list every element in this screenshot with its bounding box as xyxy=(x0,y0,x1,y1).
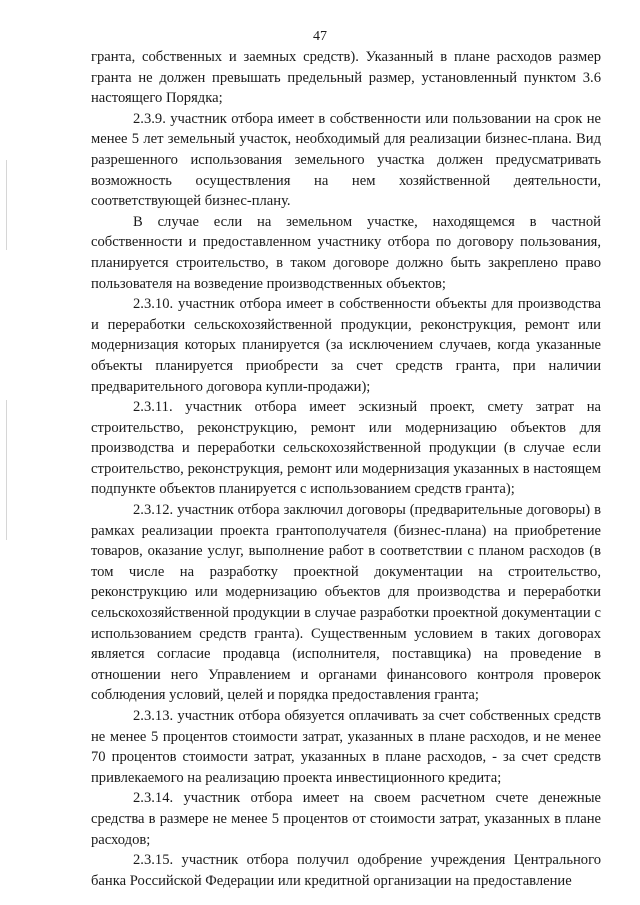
paragraph-2-3-9-note: В случае если на земельном участке, находящемся в частной собственности и предоставленном участнику отбора по договору пользования, планируется строительство, в таком договоре должно быть закреплено право пользователя на возведение производственных объектов; xyxy=(91,213,601,292)
paragraph-2-3-13: 2.3.13. участник отбора обязуется оплачивать за счет собственных средств не менее 5 процентов стоимости затрат, указанных в плане расходов, и не менее 70 процентов стоимости затрат, указанных в плане расходов, - за счет средств привлекаемого на реализацию проекта инвестиционного кредита; xyxy=(91,708,601,786)
paragraph-continuation: гранта, собственных и заемных средств). Указанный в плане расходов размер гранта не должен превышать предельный размер, установленный пунктом 3.6 настоящего Порядка; xyxy=(91,49,601,107)
document-body xyxy=(91,47,601,891)
paragraph-2-3-12: 2.3.12. участник отбора заключил договоры (предварительные договоры) в рамках реализации проекта грантополучателя (бизнес-плана) на приобретение товаров, оказание услуг, выполнение работ в соответствии с планом расходов (в том числе на разработку проектной документации на строительство, реконструкцию или модернизацию объектов для производства и переработки сельскохозяйственной продукции в случае разработки проектной документации с использованием средств гранта). Существенным условием в таких договорах является согласие продавца (исполнителя, поставщика) на проведение в отношении него Управлением и органами финансового контроля проверок соблюдения условий, целей и порядка предоставления гранта; xyxy=(91,502,601,704)
paragraph-2-3-11: 2.3.11. участник отбора имеет эскизный проект, смету затрат на строительство, реконструкцию, ремонт или модернизацию объектов для производства и переработки сельскохозяйственной продукции (в случае если строительство, реконструкция, ремонт или модернизация указанных в настоящем подпункте объектов планируется с использованием средств гранта); xyxy=(91,399,601,498)
paragraph-2-3-14: 2.3.14. участник отбора имеет на своем расчетном счете денежные средства в размере не менее 5 процентов от стоимости затрат, указанных в плане расходов; xyxy=(91,790,601,848)
paragraph-2-3-9: 2.3.9. участник отбора имеет в собственности или пользовании на срок не менее 5 лет земельный участок, необходимый для реализации бизнес-плана. Вид разрешенного использования земельного участка должен предусматривать возможность осуществления на нем хозяйственной деятельности, соответствующей бизнес-плану. xyxy=(91,110,601,210)
paragraph-2-3-15: 2.3.15. участник отбора получил одобрение учреждения Центрального банка Российской Федерации или кредитной организации на предоставление xyxy=(91,852,601,889)
scan-margin-mark xyxy=(6,400,7,540)
page-number: 47 xyxy=(313,29,327,44)
paragraph-2-3-10: 2.3.10. участник отбора имеет в собственности объекты для производства и переработки сельскохозяйственной продукции, реконструкция, ремонт или модернизация которых планируется (за исключением случаев, когда указанные объекты планируется приобрести за счет средств гранта, при наличии предварительного договора купли-продажи); xyxy=(91,296,601,395)
scan-margin-mark xyxy=(6,160,7,250)
